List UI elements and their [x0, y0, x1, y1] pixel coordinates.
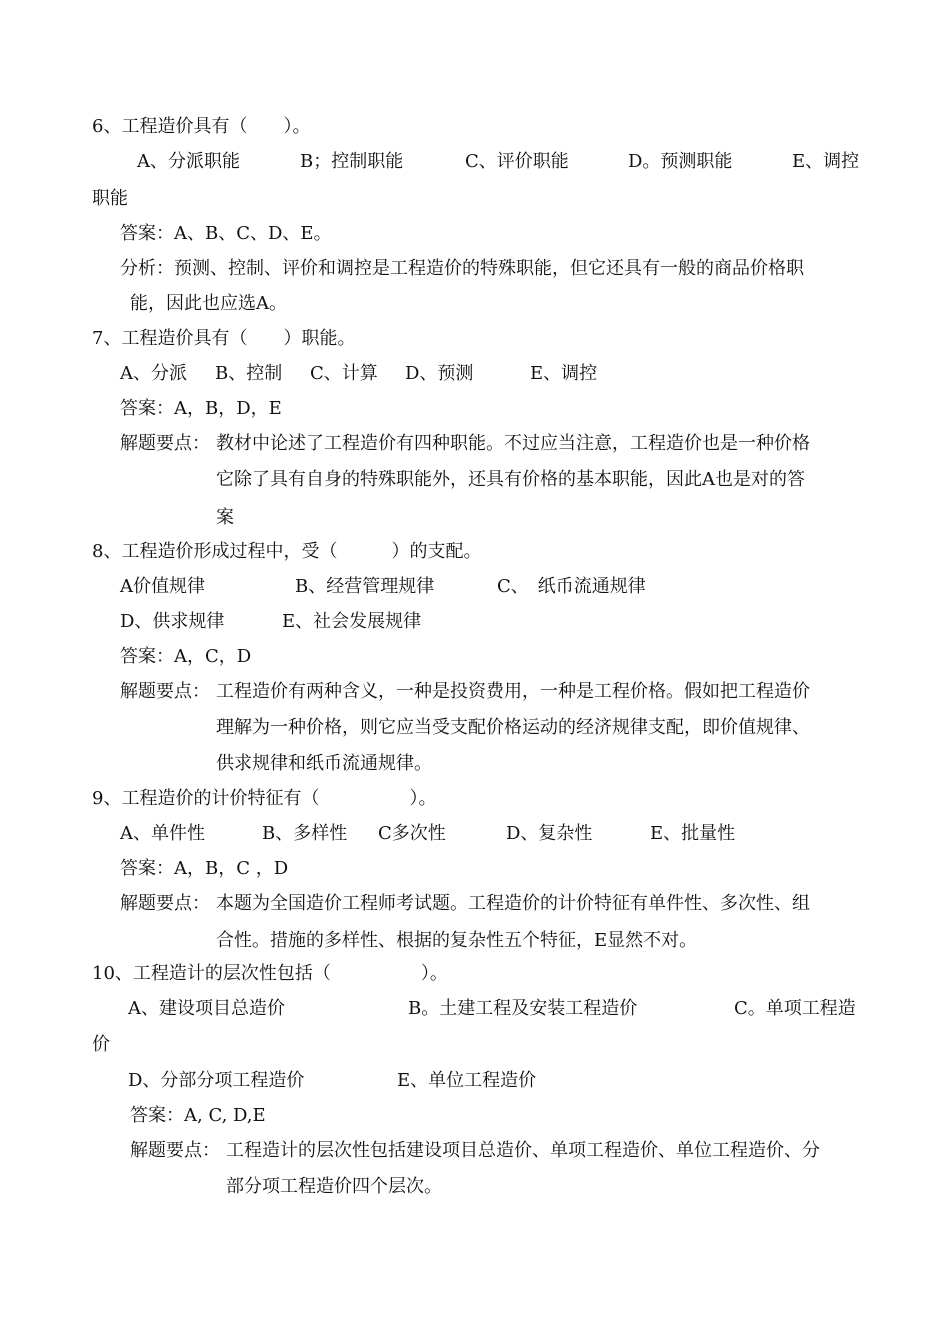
q6-stem: 6、工程造价具有（ ）。: [92, 116, 311, 137]
q6-option-c: C、评价职能: [465, 151, 569, 172]
q9-option-a: A、单件性: [120, 823, 205, 844]
q8-option-b: B、经营管理规律: [295, 576, 435, 597]
q7-stem: 7、工程造价具有（ ）职能。: [92, 328, 356, 349]
q8-answer: 答案：A，C，D: [120, 646, 252, 667]
q10-option-b: B。土建工程及安装工程造价: [408, 998, 638, 1019]
q10-key-line-1: 工程造计的层次性包括建设项目总造价、单项工程造价、单位工程造价、分: [226, 1140, 820, 1161]
q9-key-line-2: 合性。措施的多样性、根据的复杂性五个特征，E显然不对。: [216, 930, 698, 951]
q6-option-d: D。预测职能: [628, 151, 733, 172]
q9-answer: 答案：A，B，C ，D: [120, 858, 289, 879]
q8-option-a: A价值规律: [120, 576, 205, 597]
q6-option-e-wrap: 职能: [92, 188, 128, 209]
q9-option-d: D、复杂性: [506, 823, 593, 844]
q9-key-line-1: 本题为全国造价工程师考试题。工程造价的计价特征有单件性、多次性、组: [216, 893, 810, 914]
q10-key-label: 解题要点：: [130, 1140, 220, 1161]
q7-key-label: 解题要点：: [120, 433, 210, 454]
q6-option-b: B；控制职能: [300, 151, 404, 172]
q6-analysis-line-1: 分析：预测、控制、评价和调控是工程造价的特殊职能，但它还具有一般的商品价格职: [120, 258, 804, 279]
q6-answer: 答案：A、B、C、D、E。: [120, 223, 332, 244]
q9-option-e: E、批量性: [650, 823, 736, 844]
q8-option-d: D、供求规律: [120, 611, 225, 632]
q7-option-b: B、控制: [215, 363, 283, 384]
q7-key-line-1: 教材中论述了工程造价有四种职能。不过应当注意，工程造价也是一种价格: [216, 433, 810, 454]
q7-option-e: E、调控: [530, 363, 598, 384]
q7-option-c: C、计算: [310, 363, 378, 384]
q9-option-c: C多次性: [378, 823, 446, 844]
q6-analysis-line-2: 能，因此也应选A。: [130, 293, 287, 314]
q10-option-a: A、建设项目总造价: [128, 998, 285, 1019]
q10-option-c: C。单项工程造: [734, 998, 856, 1019]
q8-key-label: 解题要点：: [120, 681, 210, 702]
q6-option-a: A、分派职能: [137, 151, 240, 172]
q8-option-c: C、 纸币流通规律: [497, 576, 646, 597]
q8-option-e: E、社会发展规律: [282, 611, 422, 632]
q6-option-e: E、调控: [792, 151, 860, 172]
q8-key-line-3: 供求规律和纸币流通规律。: [216, 753, 432, 774]
q7-answer: 答案：A，B，D，E: [120, 398, 282, 419]
q8-stem: 8、工程造价形成过程中，受（ ）的支配。: [92, 541, 482, 562]
q10-option-e: E、单位工程造价: [397, 1070, 537, 1091]
q10-key-line-2: 部分项工程造价四个层次。: [226, 1176, 442, 1197]
q7-key-line-2: 它除了具有自身的特殊职能外，还具有价格的基本职能，因此A也是对的答: [216, 469, 805, 490]
q7-option-a: A、分派: [120, 363, 187, 384]
q10-answer: 答案：A, C, D,E: [130, 1105, 266, 1126]
q7-key-line-3: 案: [216, 507, 234, 528]
q8-key-line-2: 理解为一种价格，则它应当受支配价格运动的经济规律支配，即价值规律、: [216, 717, 810, 738]
q9-stem: 9、工程造价的计价特征有（ ）。: [92, 788, 437, 809]
q8-key-line-1: 工程造价有两种含义，一种是投资费用，一种是工程价格。假如把工程造价: [216, 681, 810, 702]
q9-option-b: B、多样性: [262, 823, 348, 844]
q10-option-d: D、分部分项工程造价: [128, 1070, 305, 1091]
q9-key-label: 解题要点：: [120, 893, 210, 914]
q10-option-c-wrap: 价: [92, 1034, 110, 1055]
q7-option-d: D、预测: [405, 363, 474, 384]
q10-stem: 10、工程造计的层次性包括（ ）。: [92, 963, 448, 984]
